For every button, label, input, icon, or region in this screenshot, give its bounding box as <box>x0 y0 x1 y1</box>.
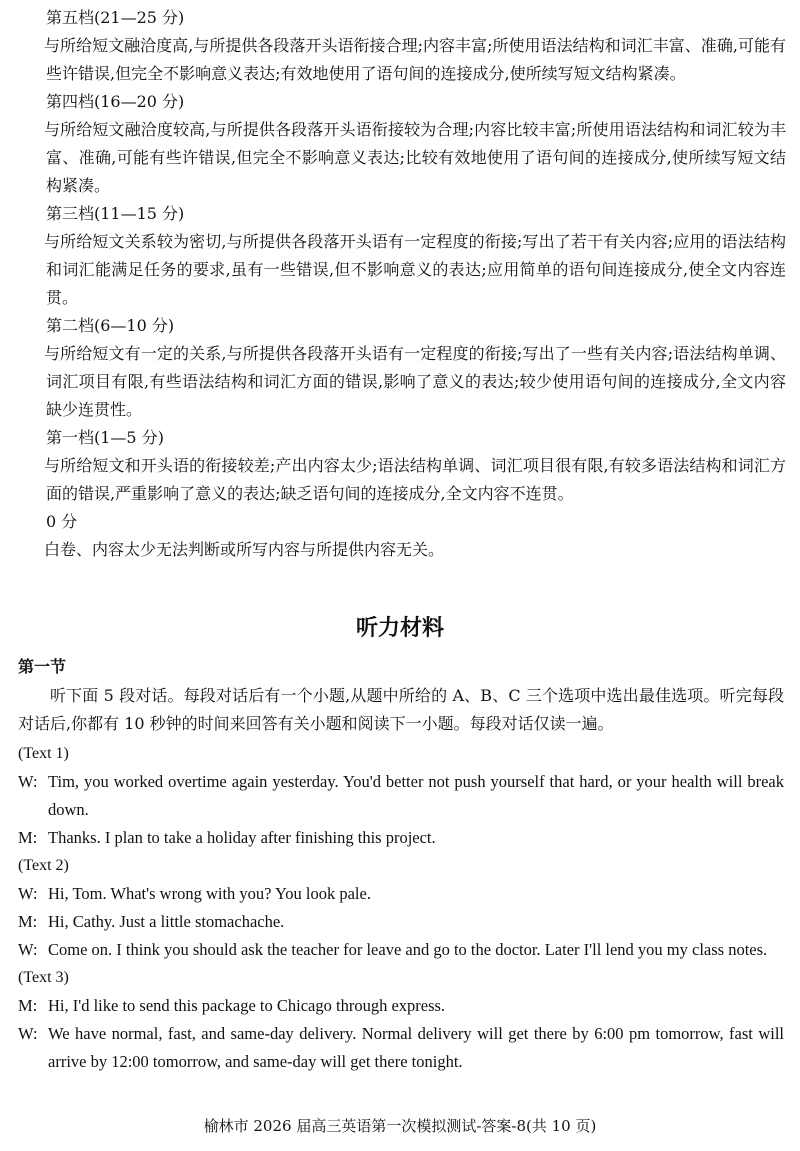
grade-description: 白卷、内容太少无法判断或所写内容与所提供内容无关。 <box>44 540 445 559</box>
utterance: Hi, Cathy. Just a little stomachache. <box>48 912 285 931</box>
grade-title: 第二档(6—10 分) <box>46 316 175 335</box>
grade-block <box>46 312 786 424</box>
grade-description: 与所给短文关系较为密切,与所提供各段落开头语有一定程度的衔接;写出了若干有关内容;应用的语法结构和词汇能满足任务的要求,虽有一些错误,但不影响意义的表达;应用简单的语句间连接成分,使全文内容连贯。 <box>44 232 786 307</box>
grade-block <box>46 508 786 564</box>
dialogue-transcripts <box>18 740 784 1076</box>
section-heading: 第一节 <box>18 657 67 676</box>
dialogue-line <box>18 992 784 1020</box>
utterance: We have normal, fast, and same-day delivery. Normal delivery will get there by 6:00 pm tomorrow, fast will arrive by 12:00 tomorrow, and same-day will get there tonight. <box>48 1024 784 1071</box>
speaker-label: M: <box>18 912 38 931</box>
grade-block <box>46 424 786 508</box>
utterance: Hi, Tom. What's wrong with you? You look pale. <box>48 884 371 903</box>
grade-description: 与所给短文融洽度高,与所提供各段落开头语衔接合理;内容丰富;所使用语法结构和词汇丰富、准确,可能有些许错误,但完全不影响意义表达;有效地使用了语句间的连接成分,使所续写短文结构紧凑。 <box>44 36 786 83</box>
dialogue-line <box>18 936 784 964</box>
dialogue-text-block <box>18 740 784 852</box>
dialogue-line <box>18 824 784 852</box>
grade-title: 第三档(11—15 分) <box>46 204 185 223</box>
dialogue-line <box>18 908 784 936</box>
dialogue-text-block <box>18 852 784 964</box>
dialogue-line <box>18 880 784 908</box>
utterance: Thanks. I plan to take a holiday after finishing this project. <box>48 828 436 847</box>
speaker-label: M: <box>18 828 38 847</box>
speaker-label: W: <box>18 1024 38 1043</box>
dialogue-text-block <box>18 964 784 1076</box>
dialogue-line <box>18 1020 784 1076</box>
grade-description: 与所给短文有一定的关系,与所提供各段落开头语有一定程度的衔接;写出了一些有关内容;语法结构单调、词汇项目有限,有些语法结构和词汇方面的错误,影响了意义的表达;较少使用语句间的连接成分,全文内容缺少连贯性。 <box>44 344 786 419</box>
text-label: (Text 1) <box>18 745 69 762</box>
speaker-label: M: <box>18 996 38 1015</box>
listening-heading: 听力材料 <box>355 616 444 641</box>
grade-title: 第一档(1—5 分) <box>46 428 164 447</box>
speaker-label: W: <box>18 940 38 959</box>
speaker-label: W: <box>18 884 38 903</box>
text-label: (Text 2) <box>18 857 69 874</box>
scoring-grades <box>46 4 786 564</box>
grade-title: 0 分 <box>46 512 78 531</box>
grade-block <box>46 200 786 312</box>
utterance: Hi, I'd like to send this package to Chicago through express. <box>48 996 446 1015</box>
grade-block <box>46 88 786 200</box>
section-instructions: 听下面 5 段对话。每段对话后有一个小题,从题中所给的 A、B、C 三个选项中选出最佳选项。听完每段对话后,你都有 10 秒钟的时间来回答有关小题和阅读下一小题。每段对话仅读一遍。 <box>18 686 784 733</box>
grade-title: 第五档(21—25 分) <box>46 8 185 27</box>
utterance: Tim, you worked overtime again yesterday. You'd better not push yourself that hard, or your health will break down. <box>48 772 784 819</box>
utterance: Come on. I think you should ask the teacher for leave and go to the doctor. Later I'll lend you my class notes. <box>48 940 768 959</box>
grade-description: 与所给短文和开头语的衔接较差;产出内容太少;语法结构单调、词汇项目很有限,有较多语法结构和词汇方面的错误,严重影响了意义的表达;缺乏语句间的连接成分,全文内容不连贯。 <box>44 456 786 503</box>
text-label: (Text 3) <box>18 969 69 986</box>
dialogue-line <box>18 768 784 824</box>
grade-block <box>46 4 786 88</box>
speaker-label: W: <box>18 772 38 791</box>
grade-description: 与所给短文融洽度较高,与所提供各段落开头语衔接较为合理;内容比较丰富;所使用语法结构和词汇较为丰富、准确,可能有些许错误,但完全不影响意义表达;比较有效地使用了语句间的连接成分,使所续写短文结构紧凑。 <box>44 120 786 195</box>
page-footer: 榆林市 2026 届高三英语第一次模拟测试-答案-8(共 10 页) <box>203 1117 597 1135</box>
grade-title: 第四档(16—20 分) <box>46 92 185 111</box>
